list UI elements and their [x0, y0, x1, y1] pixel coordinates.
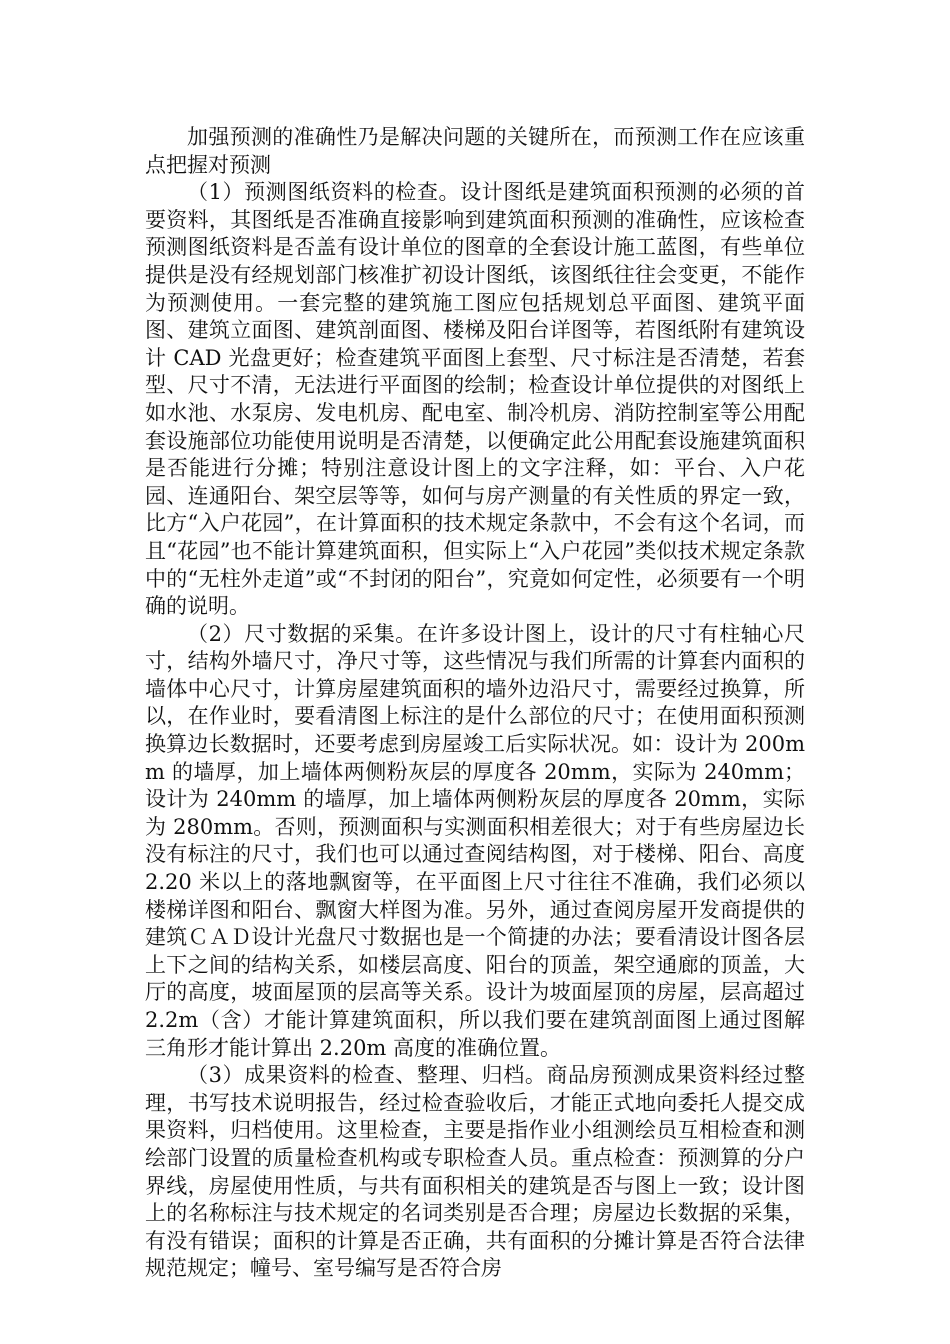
paragraph-intro: 加强预测的准确性乃是解决问题的关键所在，而预测工作在应该重点把握对预测 [145, 125, 805, 177]
paragraph-dimension-data: （2）尺寸数据的采集。在许多设计图上，设计的尺寸有柱轴心尺寸，结构外墙尺寸，净尺寸等，这些情况与我们所需的计算套内面积的墙体中心尺寸，计算房屋建筑面积的墙外边沿尺寸，需要经过换算，所以，在作业时，要看清图上标注的是什么部位的尺寸；在使用面积预测换算边长数据时，还要考虑到房屋竣工后实际状况。如：设计为 200mm 的墙厚，加上墙体两侧粉灰层的厚度各 20mm，实际为 240mm；设计为 240mm 的墙厚，加上墙体两侧粉灰层的厚度各 20mm，实际为 280mm。否则，预测面积与实测面积相差很大；对于有些房屋边长没有标注的尺寸，我们也可以通过查阅结构图，对于楼梯、阳台、高度 2.20 米以上的落地飘窗等，在平面图上尺寸往往不准确，我们必须以楼梯详图和阳台、飘窗大样图为准。另外，通过查阅房屋开发商提供的建筑ＣＡＤ设计光盘尺寸数据也是一个简捷的办法；要看清设计图各层上下之间的结构关系，如楼层高度、阳台的顶盖，架空通廊的顶盖，大厅的高度，坡面屋顶的层高等关系。设计为坡面屋顶的房屋，层高超过 2.2m（含）才能计算建筑面积，所以我们要在建筑剖面图上通过图解三角形才能计算出 2.20m 高度的准确位置。 [145, 621, 805, 1060]
document-body [145, 124, 805, 1283]
paragraph-results-archive: （3）成果资料的检查、整理、归档。商品房预测成果资料经过整理，书写技术说明报告，经过检查验收后，才能正式地向委托人提交成果资料，归档使用。这里检查，主要是指作业小组测绘员互相检查和测绘部门设置的质量检查机构或专职检查人员。重点检查：预测算的分户界线，房屋使用性质，与共有面积相关的建筑是否与图上一致；设计图上的名称标注与技术规定的名词类别是否合理；房屋边长数据的采集，有没有错误；面积的计算是否正确，共有面积的分摊计算是否符合法律规范规定；幢号、室号编写是否符合房 [145, 1063, 805, 1281]
paragraph-drawing-check: （1）预测图纸资料的检查。设计图纸是建筑面积预测的必须的首要资料，其图纸是否准确直接影响到建筑面积预测的准确性，应该检查预测图纸资料是否盖有设计单位的图章的全套设计施工蓝图，有些单位提供是没有经规划部门核准扩初设计图纸，该图纸往往会变更，不能作为预测使用。一套完整的建筑施工图应包括规划总平面图、建筑平面图、建筑立面图、建筑剖面图、楼梯及阳台详图等，若图纸附有建筑设计 CAD 光盘更好；检查建筑平面图上套型、尺寸标注是否清楚，若套型、尺寸不清，无法进行平面图的绘制；检查设计单位提供的对图纸上如水池、水泵房、发电机房、配电室、制冷机房、消防控制室等公用配套设施部位功能使用说明是否清楚，以便确定此公用配套设施建筑面积是否能进行分摊；特别注意设计图上的文字注释，如：平台、入户花园、连通阳台、架空层等等，如何与房产测量的有关性质的界定一致，比方“入户花园”，在计算面积的技术规定条款中，不会有这个名词，而且“花园”也不能计算建筑面积，但实际上“入户花园”类似技术规定条款中的“无柱外走道”或“不封闭的阳台”，究竟如何定性，必须要有一个明确的说明。 [145, 180, 805, 619]
